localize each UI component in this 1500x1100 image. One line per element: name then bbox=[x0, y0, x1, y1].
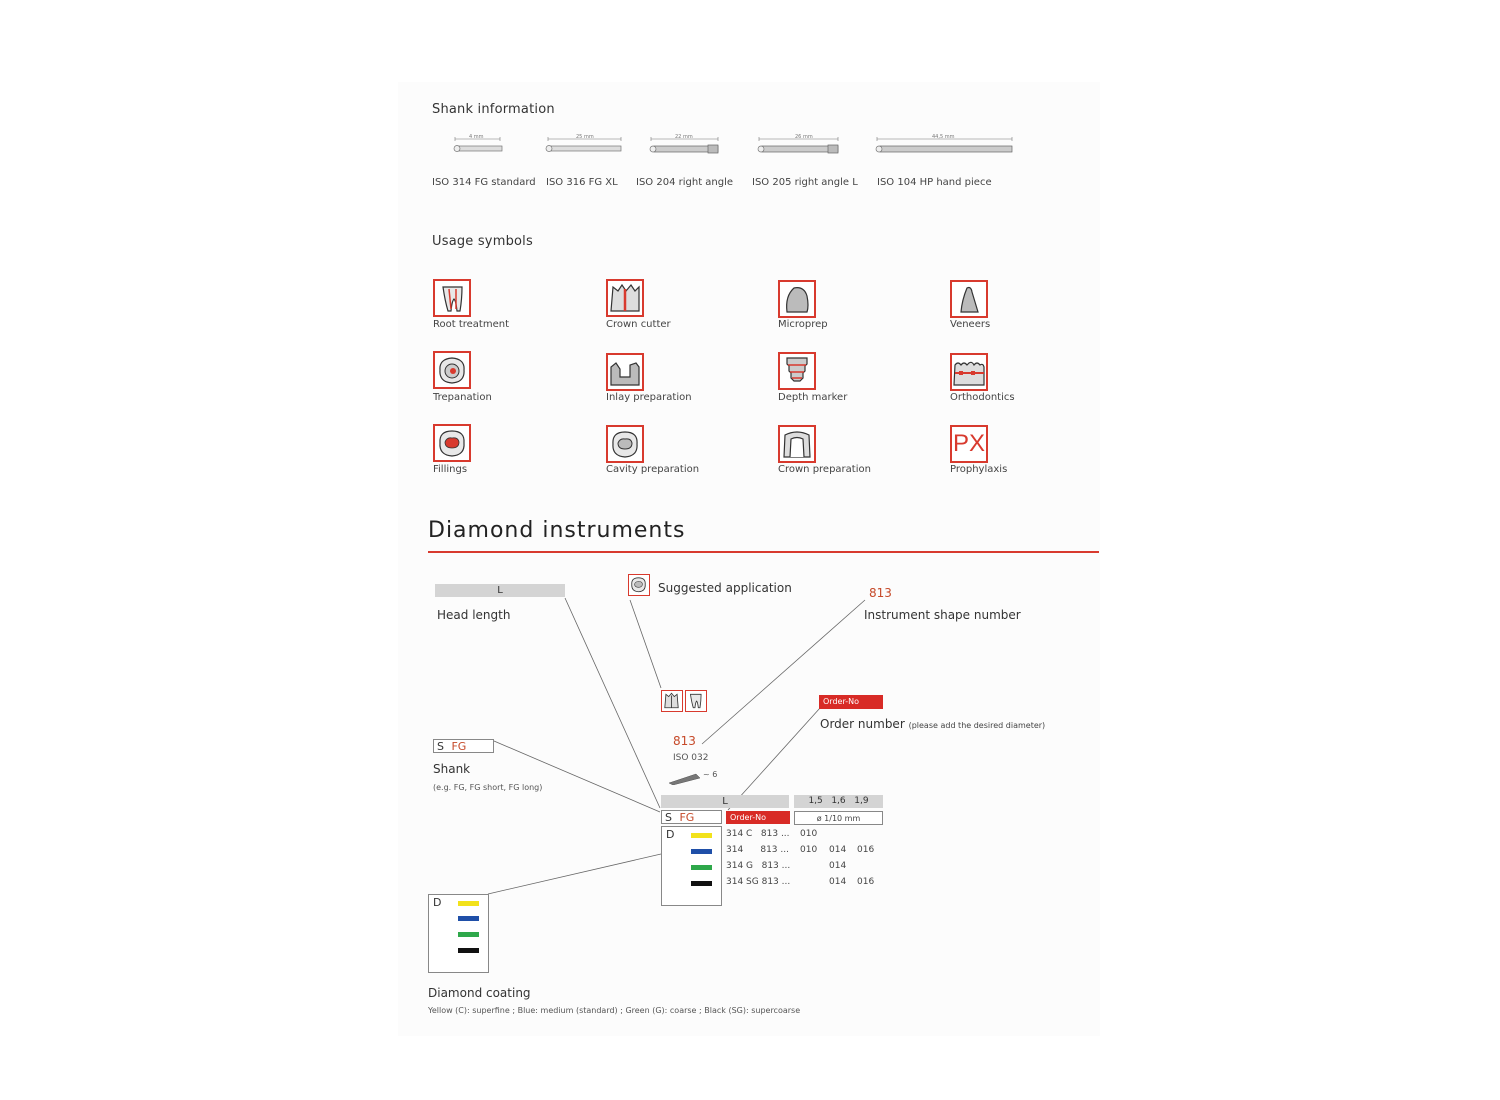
table-l-bar: L bbox=[661, 795, 789, 808]
usage-label-microprep: Microprep bbox=[778, 319, 828, 330]
usage-label-crown-preparation: Crown preparation bbox=[778, 464, 871, 475]
usage-label-inlay-preparation: Inlay preparation bbox=[606, 392, 692, 403]
usage-label-fillings: Fillings bbox=[433, 464, 468, 475]
table-row-code: 314 C 813 ... bbox=[726, 829, 790, 839]
table-row-d3: 016 bbox=[857, 845, 875, 855]
shank-dim-iso314: 4 mm bbox=[469, 134, 484, 140]
usage-label-depth-marker: Depth marker bbox=[778, 392, 848, 403]
suggested-application-icon bbox=[628, 574, 650, 596]
shank-label-iso316: ISO 316 FG XL bbox=[546, 177, 618, 188]
shank-label-iso104: ISO 104 HP hand piece bbox=[877, 177, 992, 188]
usage-label-prophylaxis: Prophylaxis bbox=[950, 464, 1008, 475]
shank-box-s: S bbox=[437, 740, 444, 753]
order-number-label: Order number bbox=[820, 717, 905, 731]
table-row-d1: 010 bbox=[800, 829, 818, 839]
shape-number-label: Instrument shape number bbox=[864, 608, 1021, 622]
table-swatch-black bbox=[691, 881, 712, 886]
usage-label-cavity-preparation: Cavity preparation bbox=[606, 464, 700, 475]
usage-section-title: Usage symbols bbox=[432, 234, 533, 249]
usage-label-crown-cutter: Crown cutter bbox=[606, 319, 671, 330]
usage-label-trepanation: Trepanation bbox=[433, 392, 492, 403]
table-order-box: Order-No bbox=[726, 811, 790, 824]
center-root-treatment-icon bbox=[685, 690, 707, 712]
coating-swatch-yellow bbox=[458, 901, 479, 906]
shank-note: (e.g. FG, FG short, FG long) bbox=[433, 783, 543, 792]
table-row-code: 314 G 813 ... bbox=[726, 861, 791, 871]
coating-label: Diamond coating bbox=[428, 986, 531, 1000]
shank-section-title: Shank information bbox=[432, 102, 555, 117]
table-swatch-yellow bbox=[691, 833, 712, 838]
table-row-d2: 014 bbox=[829, 861, 847, 871]
diamond-section-title: Diamond instruments bbox=[428, 518, 686, 543]
bur-head-icon bbox=[668, 770, 702, 789]
coating-swatch-blue bbox=[458, 916, 479, 921]
suggested-application-label: Suggested application bbox=[658, 581, 792, 595]
head-length-bar: L bbox=[435, 584, 565, 597]
shank-dim-iso204: 22 mm bbox=[675, 134, 693, 140]
shank-label-iso205: ISO 205 right angle L bbox=[752, 177, 858, 188]
prophylaxis-px-text: PX bbox=[952, 430, 985, 457]
shank-label: Shank bbox=[433, 762, 471, 776]
table-sizes-bar: 1,5 1,6 1,9 bbox=[794, 795, 883, 808]
center-crown-cutter-icon bbox=[661, 690, 683, 712]
shank-dim-iso316: 25 mm bbox=[576, 134, 594, 140]
shank-label-iso314: ISO 314 FG standard bbox=[432, 177, 536, 188]
coating-swatch-green bbox=[458, 932, 479, 937]
table-unit-box: ø 1/10 mm bbox=[794, 811, 883, 825]
table-row-d3: 016 bbox=[857, 877, 875, 887]
coating-swatch-black bbox=[458, 948, 479, 953]
table-row-d2: 014 bbox=[829, 845, 847, 855]
head-length-label: Head length bbox=[437, 608, 511, 622]
table-row-code: 314 SG 813 ... bbox=[726, 877, 791, 887]
shank-box bbox=[433, 739, 494, 753]
table-coating-d: D bbox=[666, 828, 675, 841]
table-swatch-blue bbox=[691, 849, 712, 854]
shank-label-iso204: ISO 204 right angle bbox=[636, 177, 734, 188]
table-row-d2: 014 bbox=[829, 877, 847, 887]
coating-legend-d: D bbox=[433, 896, 442, 909]
shank-dim-iso104: 44,5 mm bbox=[932, 134, 955, 140]
shank-dim-iso205: 26 mm bbox=[795, 134, 813, 140]
table-row-code: 314 813 ... bbox=[726, 845, 789, 855]
center-iso-number: ISO 032 bbox=[673, 753, 709, 763]
table-row-d1: 010 bbox=[800, 845, 818, 855]
usage-label-orthodontics: Orthodontics bbox=[950, 392, 1015, 403]
order-number-label-row bbox=[820, 717, 1045, 731]
table-swatch-green bbox=[691, 865, 712, 870]
shape-number-value: 813 bbox=[869, 586, 892, 600]
center-length-note: ~ 6 bbox=[703, 770, 718, 779]
coating-note: Yellow (C): superfine ; Blue: medium (standard) ; Green (G): coarse ; Black (SG): supercoarse bbox=[428, 1006, 801, 1015]
table-shank-fg: FG bbox=[679, 811, 695, 824]
order-number-note: (please add the desired diameter) bbox=[908, 721, 1046, 730]
table-shank-box bbox=[661, 810, 722, 824]
shank-box-fg: FG bbox=[451, 740, 467, 753]
center-shape-number: 813 bbox=[673, 734, 696, 748]
usage-label-root-treatment: Root treatment bbox=[433, 319, 510, 330]
order-number-box: Order-No bbox=[819, 695, 883, 709]
table-shank-s: S bbox=[665, 811, 672, 824]
usage-label-veneers: Veneers bbox=[950, 319, 991, 330]
